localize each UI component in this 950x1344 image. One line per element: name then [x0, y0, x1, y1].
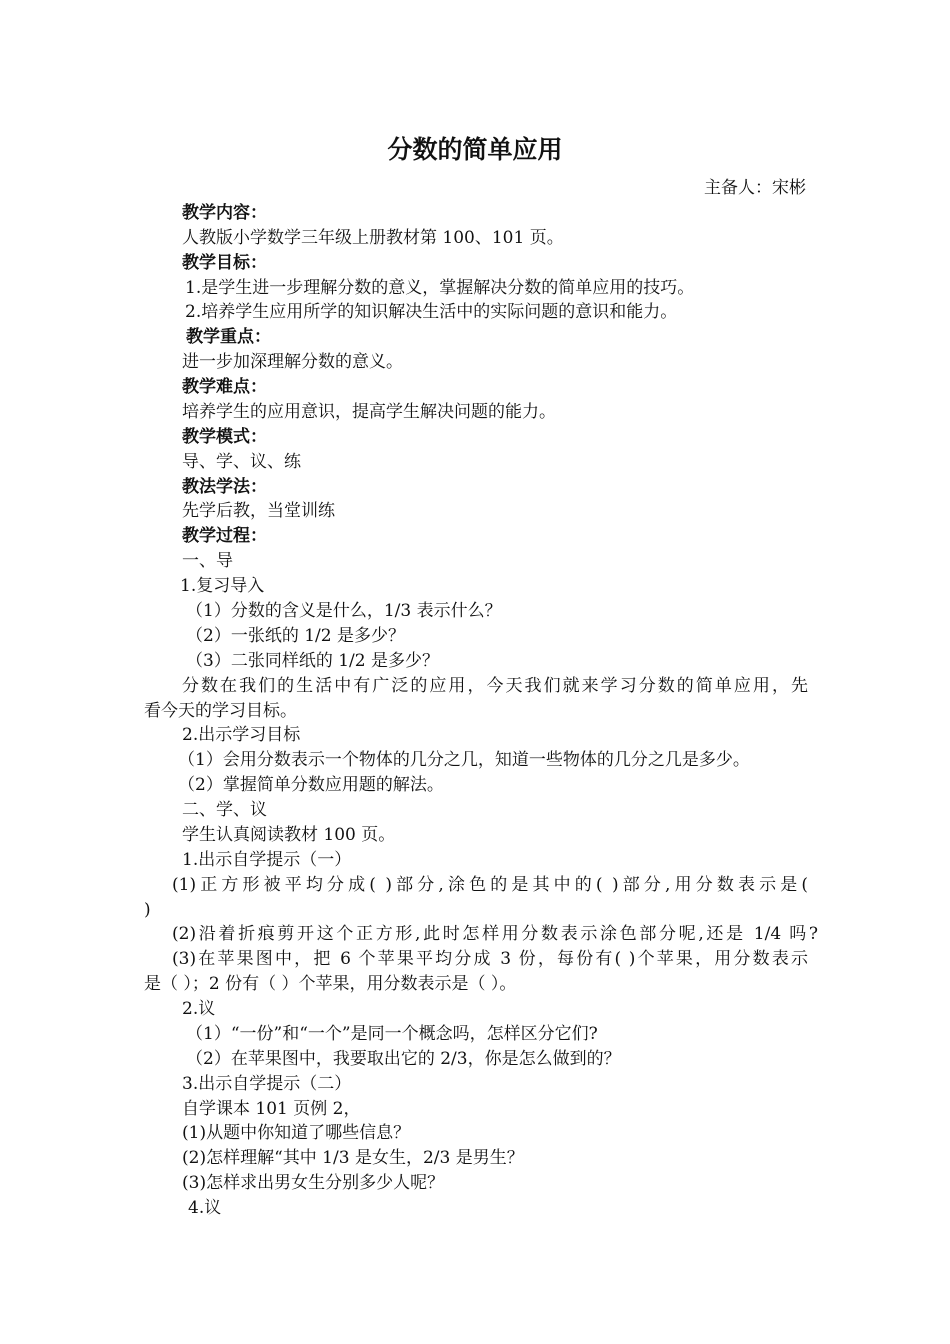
- body-line: （1）分数的含义是什么，1/3 表示什么？: [186, 601, 502, 621]
- exercise-line: ): [144, 900, 151, 920]
- body-line: 培养学生的应用意识，提高学生解决问题的能力。: [182, 402, 556, 422]
- exercise-line: 是（ ）；2 份有（ ）个苹果，用分数表示是（ ）。: [144, 974, 517, 994]
- heading-teaching-process: 教学过程：: [182, 526, 267, 546]
- body-line: 导、学、议、练: [182, 452, 301, 472]
- body-line: （2）一张纸的 1/2 是多少？: [186, 626, 405, 646]
- paragraph-line: 分数在我们的生活中有广泛的应用，今天我们就来学习分数的简单应用，先: [182, 676, 808, 696]
- body-line: 人教版小学数学三年级上册教材第 100、101 页。: [182, 228, 564, 248]
- section-heading: 二、学、议: [182, 800, 267, 820]
- body-line: （3）二张同样纸的 1/2 是多少？: [186, 651, 439, 671]
- body-line: 1.复习导入: [180, 576, 265, 596]
- paragraph-line: 看今天的学习目标。: [144, 701, 297, 721]
- body-line: （1）“一份”和“一个”是同一个概念吗，怎样区分它们?: [186, 1024, 598, 1044]
- body-line: 4.议: [188, 1198, 222, 1218]
- body-line: 3.出示自学提示（二）: [182, 1074, 352, 1094]
- body-line: 2.议: [182, 999, 216, 1019]
- section-heading: 一、导: [182, 551, 233, 571]
- body-line: 2.出示学习目标: [182, 725, 301, 745]
- body-line: 先学后教，当堂训练: [182, 501, 335, 521]
- exercise-line: (1)正方形被平均分成( )部分,涂色的是其中的( )部分,用分数表示是(: [172, 875, 808, 895]
- heading-teaching-content: 教学内容：: [182, 203, 267, 223]
- body-line: 2.培养学生应用所学的知识解决生活中的实际问题的意识和能力。: [185, 302, 678, 322]
- body-line: 1.是学生进一步理解分数的意义，掌握解决分数的简单应用的技巧。: [185, 278, 695, 298]
- body-line: 进一步加深理解分数的意义。: [182, 352, 403, 372]
- heading-difficulties: 教学难点：: [182, 377, 267, 397]
- body-line: (3)怎样求出男女生分别多少人呢？: [182, 1173, 445, 1193]
- body-line: (1)从题中你知道了哪些信息？: [182, 1123, 411, 1143]
- exercise-line: (2)沿着折痕剪开这个正方形,此时怎样用分数表示涂色部分呢,还是 1/4 吗?: [172, 924, 818, 944]
- heading-methods: 教法学法：: [182, 477, 267, 497]
- document-title: 分数的简单应用: [387, 135, 563, 164]
- heading-teaching-mode: 教学模式：: [182, 427, 267, 447]
- body-line: （2）掌握简单分数应用题的解法。: [178, 775, 444, 795]
- body-line: (2)怎样理解“其中 1/3 是女生，2/3 是男生？: [182, 1148, 524, 1168]
- body-line: （1）会用分数表示一个物体的几分之几，知道一些物体的几分之几是多少。: [178, 750, 750, 770]
- body-line: 自学课本 101 页例 2，: [182, 1099, 361, 1119]
- heading-key-points: 教学重点：: [186, 327, 271, 347]
- body-line: 学生认真阅读教材 100 页。: [182, 825, 396, 845]
- exercise-line: (3)在苹果图中，把 6 个苹果平均分成 3 份，每份有( )个苹果，用分数表示: [172, 949, 808, 969]
- preparer-line: 主备人：宋彬: [704, 178, 806, 198]
- body-line: 1.出示自学提示（一）: [182, 850, 352, 870]
- heading-teaching-goals: 教学目标：: [182, 253, 267, 273]
- body-line: （2）在苹果图中，我要取出它的 2/3，你是怎么做到的？: [186, 1049, 621, 1069]
